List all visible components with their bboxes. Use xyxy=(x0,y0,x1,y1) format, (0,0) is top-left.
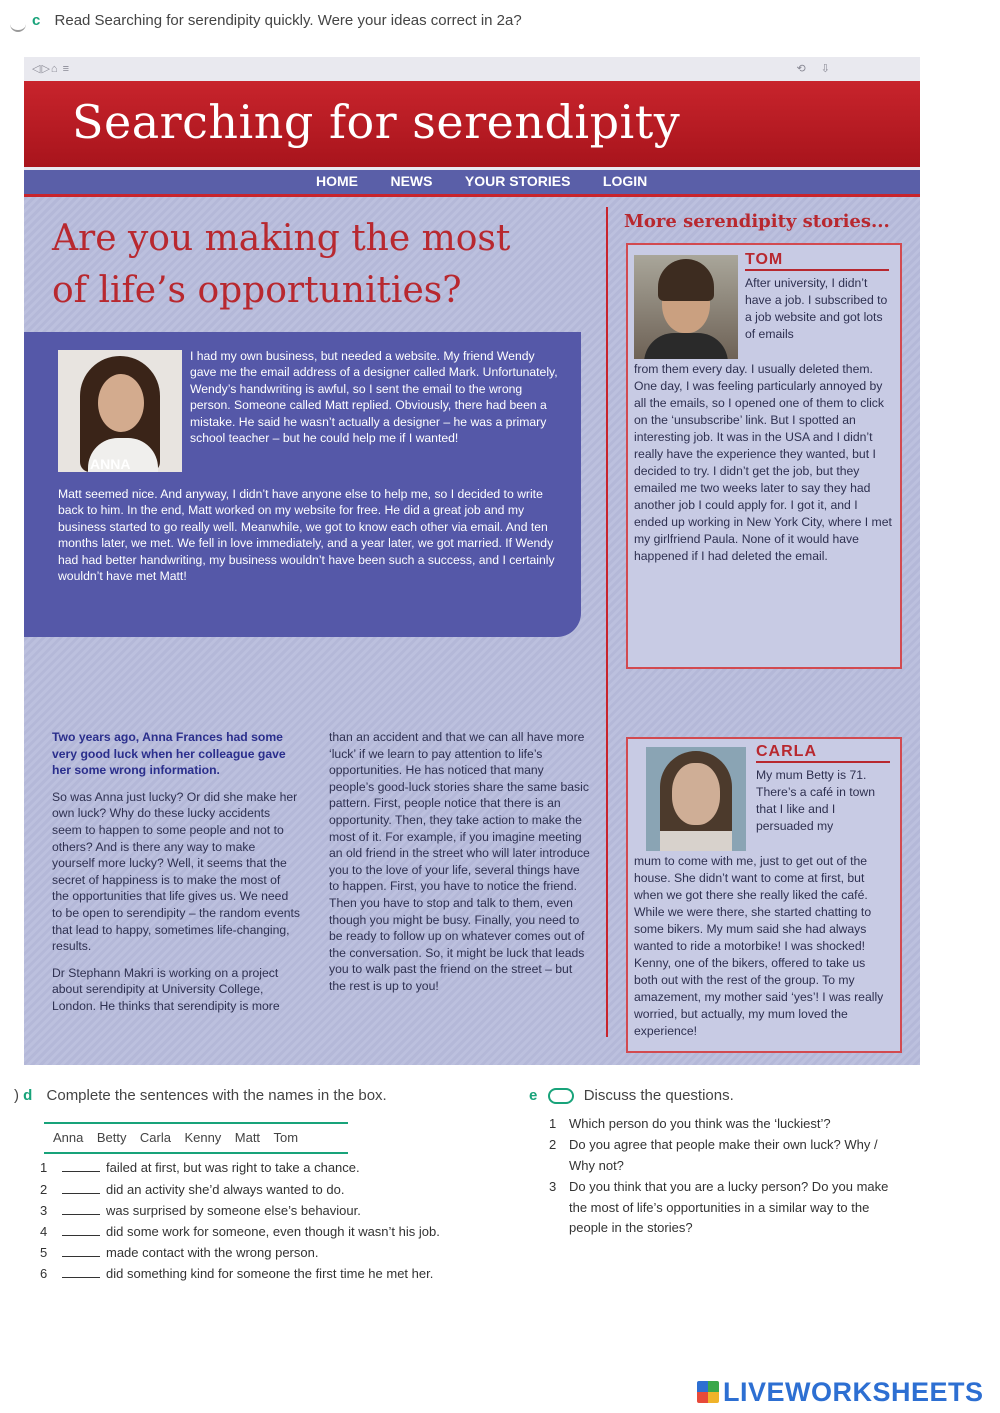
carla-photo xyxy=(646,747,746,851)
article-column-1 xyxy=(52,729,300,1025)
address-bar xyxy=(24,57,920,82)
headline-line-1: Are you making the most xyxy=(52,218,511,259)
nav-home[interactable]: HOME xyxy=(316,173,358,189)
name-option: Matt xyxy=(234,1130,261,1145)
instruction-text: Read Searching for serendipity quickly. Were your ideas correct in 2a? xyxy=(54,12,522,29)
anna-photo xyxy=(58,350,182,472)
names-box xyxy=(44,1122,348,1154)
anna-story-box xyxy=(24,332,581,637)
answer-blank-3[interactable] xyxy=(62,1214,100,1215)
sentence-item: 6 did something kind for someone the first time he met her. xyxy=(40,1266,434,1281)
carla-text-1: My mum Betty is 71. There’s a café in town that I like and I persuaded my xyxy=(756,768,876,833)
article-paragraph: Dr Stephann Makri is working on a project about serendipity at University College, London. He thinks that serendipity is more xyxy=(52,965,280,1013)
sidebar-title: More serendipity stories... xyxy=(624,211,890,232)
site-title: Searching for serendipity xyxy=(72,95,681,149)
nav-login[interactable]: LOGIN xyxy=(602,173,648,189)
article-paragraph: So was Anna just lucky? Or did she make her own luck? Why do these lucky accidents seem to happen to some people and not to others? And is there any way to make yourself more lucky? Well, it seems that the secret of happiness is to make the most of the opportunities that life gives us. We need to be open to serendipity – the random events that lead to happy, sometimes life-changing, results. xyxy=(52,789,300,954)
paperclip-icon xyxy=(10,20,26,32)
instruction-letter: c xyxy=(32,12,41,29)
answer-blank-4[interactable] xyxy=(62,1235,100,1236)
carla-text-2: mum to come with me, just to get out of the house. She didn’t want to come at first, but when we got there she really liked the café. While we were there, she started chatting to some bikers. My mum said she had always wanted to ride a motorbike! I was shocked! Kenny, one of the bikers, offered to take us both out with the rest of the group. To my amazement, my mother said ‘yes’! I was really worried, but actually, my mum loved the experience! xyxy=(634,854,884,1038)
anna-label: ANNA xyxy=(90,456,131,472)
exercise-d-heading xyxy=(14,1087,387,1104)
sentence-item: 5 made contact with the wrong person. xyxy=(40,1245,319,1260)
site-nav xyxy=(24,167,920,197)
question-item: 3 Do you think that you are a lucky person? Do you make the most of life’s opportunities in a similar way to the people in the stories? xyxy=(549,1179,889,1235)
tom-text-1: After university, I didn’t have a job. I subscribed to a job website and got lots of emails xyxy=(745,276,888,341)
question-item: 2 Do you agree that people make their own luck? Why / Why not? xyxy=(549,1137,878,1173)
answer-blank-1[interactable] xyxy=(62,1171,100,1172)
answer-blank-6[interactable] xyxy=(62,1277,100,1278)
site-banner xyxy=(24,81,920,167)
article-headline xyxy=(52,213,612,317)
column-divider xyxy=(606,207,608,1037)
tom-photo xyxy=(634,255,738,359)
nav-arrows-icon: ◁▷⌂ ≡ xyxy=(32,63,71,75)
carla-name: CARLA xyxy=(756,743,890,763)
top-instruction xyxy=(32,12,522,29)
exercise-d-letter: d xyxy=(23,1087,33,1104)
name-option: Betty xyxy=(96,1130,127,1145)
page-content xyxy=(24,197,920,1065)
nav-news[interactable]: NEWS xyxy=(390,173,433,189)
answer-blank-5[interactable] xyxy=(62,1256,100,1257)
question-item: 1 Which person do you think was the ‘luckiest’? xyxy=(549,1116,831,1131)
article-intro: Two years ago, Anna Frances had some very good luck when her colleague gave her some wrong information. xyxy=(52,730,286,778)
tom-name: TOM xyxy=(745,251,889,271)
exercise-e-instruction: Discuss the questions. xyxy=(583,1087,734,1104)
exercise-e-heading xyxy=(529,1087,734,1104)
anna-paragraph-1: I had my own business, but needed a website. My friend Wendy gave me the email address of a designer called Mark. Unfortunately, Wendy’s handwriting is awful, so I sent the email to the wrong person. Someone called Matt replied. Obviously, there had been a mistake. He said he wasn’t actually a designer – he was a primary school teacher – but he could help me if I wanted! xyxy=(190,349,558,446)
sentence-item: 1 failed at first, but was right to take a chance. xyxy=(40,1160,360,1175)
article-column-2 xyxy=(329,729,591,1005)
margin-mark: ) xyxy=(14,1087,19,1104)
name-option: Carla xyxy=(139,1130,171,1145)
tom-story-card xyxy=(626,243,902,669)
sentence-item: 3 was surprised by someone else’s behaviour. xyxy=(40,1203,361,1218)
browser-window xyxy=(24,57,920,1065)
speech-bubble-icon xyxy=(548,1088,574,1104)
headline-line-2: of life’s opportunities? xyxy=(52,270,462,311)
article-paragraph: than an accident and that we can all have more ‘luck’ if we learn to pay attention to life’s opportunities. He has noticed that many people’s good-luck stories share the same basic pattern. First, people notice that there is an opportunity. Then, they take action to make the most of it. For example, if you imagine meeting an old friend in the street who will later introduce you to the love of your life, several things have to happen. First, you have to notice the friend. Then you have to stop and talk to them, even though you might be busy. Finally, you need to be ready to follow up on whatever comes out of the conversation. So, it might be luck that leads you to walk past the friend on the street – but the rest is up to you! xyxy=(329,730,590,993)
refresh-download-icon: ⟲ ⇩ xyxy=(796,63,836,75)
carla-story-card xyxy=(626,737,902,1053)
nav-your-stories[interactable]: YOUR STORIES xyxy=(464,173,571,189)
name-option: Anna xyxy=(53,1130,84,1145)
sentence-item: 4 did some work for someone, even though it wasn’t his job. xyxy=(40,1224,440,1239)
sentence-item: 2 did an activity she’d always wanted to do. xyxy=(40,1182,345,1197)
name-option: Tom xyxy=(273,1130,299,1145)
tom-text-2: from them every day. I usually deleted them. One day, I was feeling particularly annoyed by all the emails, so I opened one of them to click on the ‘unsubscribe’ link. But I spotted an interesting job. It was in the USA and I didn’t really have the experience they wanted, but I decided to try. I didn’t get the job, but they emailed me two weeks later to say they had another job I could apply for. I got it, and I ended up working in New York City, where I met my girlfriend Paula. None of it would have happened if I had deleted the email. xyxy=(634,362,892,563)
exercise-d-instruction: Complete the sentences with the names in the box. xyxy=(46,1087,387,1104)
exercise-e-letter: e xyxy=(529,1087,538,1104)
anna-paragraph-2: Matt seemed nice. And anyway, I didn’t have anyone else to help me, so I decided to write back to him. In the end, Matt worked on my website for free. He did a great job and my business started to go really well. Meanwhile, we got to know each other via email. And ten months later, we met. We fell in love immediately, and a year later, we got married. If Wendy had had better handwriting, my business wouldn’t have been such a success, and I certainly wouldn’t have met Matt! xyxy=(58,487,555,584)
answer-blank-2[interactable] xyxy=(62,1193,100,1194)
name-option: Kenny xyxy=(184,1130,222,1145)
liveworksheets-logo: LIVEWORKSHEETS xyxy=(697,1377,984,1408)
logo-mark-icon xyxy=(697,1381,719,1403)
